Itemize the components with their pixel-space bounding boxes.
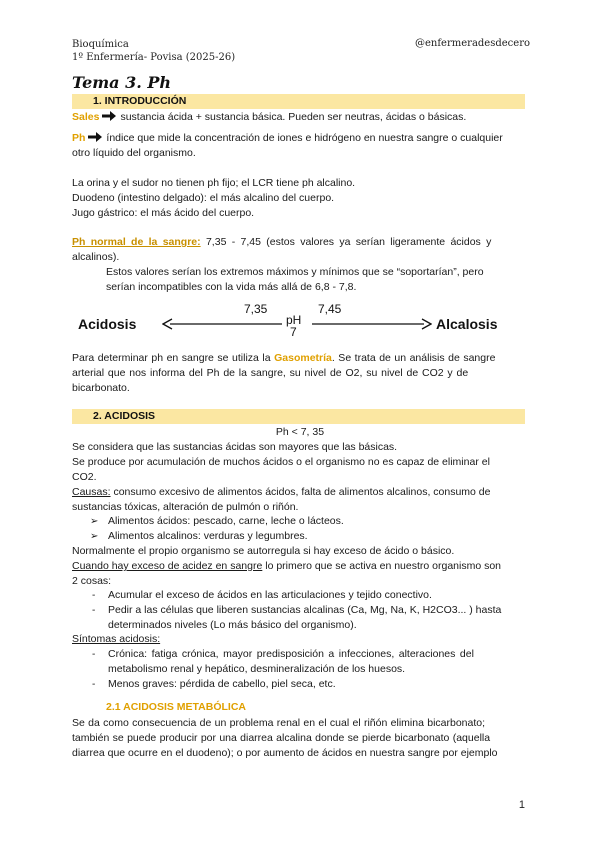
excess-label: Cuando hay exceso de acidez en sangre xyxy=(72,560,263,572)
ph-symbol: pH xyxy=(286,313,302,327)
gasometry-line-1 xyxy=(72,351,525,366)
ph-line-1 xyxy=(72,131,503,146)
gasometry-post: . Se trata de un análisis de sangre xyxy=(331,352,496,364)
action-1: Acumular el exceso de ácidos en las articulaciones y tejido conectivo. xyxy=(108,589,432,601)
acidosis-p2-1: Se produce por acumulación de muchos ácidos o el organismo no es capaz de eliminar el xyxy=(72,456,490,468)
page-title: Tema 3. Ph xyxy=(72,73,172,92)
normal-ph-label: Ph normal de la sangre: xyxy=(72,236,201,248)
dash-bullet-icon: - xyxy=(92,679,96,690)
right-arrow-icon xyxy=(88,132,102,142)
acidosis-p3: Normalmente el propio organismo se autorregula si hay exceso de ácido o básico. xyxy=(72,545,455,557)
neutral-value: 7 xyxy=(290,325,297,339)
right-arrow-icon xyxy=(312,318,432,330)
fact-3: Jugo gástrico: el más ácido del cuerpo. xyxy=(72,207,255,219)
header-course: 1º Enfermería- Povisa (2025-26) xyxy=(72,52,236,63)
dash-bullet-icon: - xyxy=(92,649,96,660)
gasometry-line-2: arterial que nos informa del Ph de la sangre, su nivel de O2, su nivel de CO2 y de xyxy=(72,367,469,379)
causes-line-1 xyxy=(72,485,491,500)
extremes-1: Estos valores serían los extremos máximos y mínimos que se “soportarían”, pero xyxy=(106,266,484,278)
header-left xyxy=(72,38,235,64)
symptoms-label: Síntomas acidosis: xyxy=(72,633,161,645)
sales-line xyxy=(72,110,466,125)
dash-bullet-icon: - xyxy=(92,605,96,616)
food-1: Alimentos ácidos: pescado, carne, leche o lácteos. xyxy=(108,515,344,527)
header-handle: @enfermeradesdecero xyxy=(415,38,530,49)
gasometry-pre: Para determinar ph en sangre se utiliza la xyxy=(72,352,271,364)
food-2: Alimentos alcalinos: verduras y legumbres. xyxy=(108,530,308,542)
causes-label: Causas: xyxy=(72,486,111,498)
acidosis-p1: Se considera que las sustancias ácidas son mayores que las básicas. xyxy=(72,441,398,453)
right-arrow-icon xyxy=(102,111,116,121)
metabolic-p1-2: también se puede producir por una diarrea alcalina donde se pierde bicarbonato (aquella xyxy=(72,732,491,744)
bullet-arrow-icon: ➢ xyxy=(90,516,99,527)
header-subject: Bioquímica xyxy=(72,39,129,50)
excess-line-1 xyxy=(72,559,501,574)
ph-definition-1: índice que mide la concentración de iones e hidrógeno en nuestra sangre o cualquier xyxy=(106,132,503,144)
metabolic-p1-1: Se da como consecuencia de un problema renal en el cual el riñón elimina bicarbonato; xyxy=(72,717,486,729)
fact-1: La orina y el sudor no tienen ph fijo; el LCR tiene ph alcalino. xyxy=(72,177,356,189)
high-value: 7,45 xyxy=(318,302,342,316)
causes-text-1: consumo excesivo de alimentos ácidos, falta de alimentos alcalinos, consumo de xyxy=(110,486,491,498)
intro-heading: 1. INTRODUCCIÓN xyxy=(93,95,187,107)
action-2-1: Pedir a las células que liberen sustancias alcalinas (Ca, Mg, Na, K, H2CO3... ) hasta xyxy=(108,604,502,616)
gasometry-line-3: bicarbonato. xyxy=(72,382,130,394)
symptom-2: Menos graves: pérdida de cabello, piel seca, etc. xyxy=(108,678,336,690)
sales-definition: sustancia ácida + sustancia básica. Pueden ser neutras, ácidas o básicas. xyxy=(120,111,467,123)
sales-term: Sales xyxy=(72,111,100,123)
left-arrow-icon xyxy=(162,318,282,330)
low-value: 7,35 xyxy=(244,302,268,316)
acidosis-p2-2: CO2. xyxy=(72,471,97,483)
metabolic-p1-3: diarrea que ocurre en el duodeno); o por aumento de ácidos en nuestra sangre por ejemplo xyxy=(72,747,498,759)
action-2-2: determinados niveles (Lo más básico del organismo). xyxy=(108,619,357,631)
ph-term: Ph xyxy=(72,132,86,144)
fact-2: Duodeno (intestino delgado): el más alcalino del cuerpo. xyxy=(72,192,335,204)
alcalosis-label: Alcalosis xyxy=(436,316,498,332)
acidosis-heading: 2. ACIDOSIS xyxy=(93,410,156,422)
excess-text-1: lo primero que se activa en nuestro organismo son xyxy=(262,560,502,572)
page-number: 1 xyxy=(518,799,525,811)
bullet-arrow-icon: ➢ xyxy=(90,531,99,542)
metabolic-heading: 2.1 ACIDOSIS METABÓLICA xyxy=(106,701,247,713)
symptom-1-1: Crónica: fatiga crónica, mayor predisposición a infecciones, alteraciones del xyxy=(108,648,474,660)
ph-scale-diagram xyxy=(72,300,532,340)
dash-bullet-icon: - xyxy=(92,590,96,601)
extremes-2: serían incompatibles con la vida más allá de 6,8 - 7,8. xyxy=(106,281,357,293)
normal-ph-text-2: alcalinos). xyxy=(72,251,120,263)
acidosis-formula: Ph < 7, 35 xyxy=(275,426,325,438)
normal-ph-text-1: 7,35 - 7,45 (estos valores ya serían ligeramente ácidos y xyxy=(205,236,492,248)
symptom-1-2: metabolismo renal y hepático, desmineralización de los huesos. xyxy=(108,663,406,675)
acidosis-label: Acidosis xyxy=(78,316,137,332)
normal-ph-line-1 xyxy=(72,235,525,250)
excess-text-2: 2 cosas: xyxy=(72,575,112,587)
causes-text-2: sustancias tóxicas, alteración de pulmón o riñón. xyxy=(72,501,299,513)
gasometry-term: Gasometría xyxy=(274,352,332,364)
ph-definition-2: otro líquido del organismo. xyxy=(72,147,196,159)
